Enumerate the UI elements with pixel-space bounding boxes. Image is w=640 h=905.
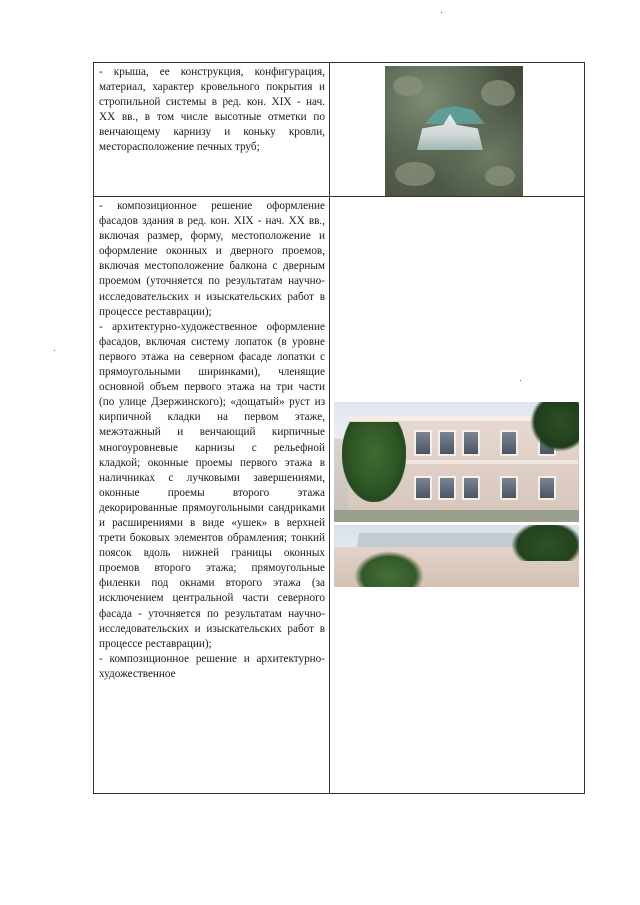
facade-photo-secondary [334,525,579,587]
facade-photo-main [334,402,579,522]
subject-protection-table [93,62,585,794]
text-cell-roof [94,63,330,197]
paragraph-composition: - композиционное решение оформление фасадов здания в ред. кон. XIX - нач. XX вв., включая размер, форму, местоположение и оформление оконных и дверного проемов, включая местоположение балкона с дверным проемом (уточняется по результатам научно-исследовательских и изыскательских работ в процессе реставрации); [99,200,325,318]
paragraph-roof: - крыша, ее конструкция, конфигурация, материал, характер кровельного покрытия и стропильной системы в ред. кон. XIX - нач. XX вв., в том числе высотные отметки по венчающему карнизу и коньку кровли, месторасположение печных труб; [99,66,325,154]
table-row [94,197,585,794]
scan-speck [441,12,442,13]
scan-speck [54,350,55,351]
image-cell-facades [330,197,585,794]
table-row [94,63,585,197]
paragraph-decoration: - архитектурно-художественное оформление фасадов, включая систему лопаток (в уровне первого этажа на северном фасаде лопатки с прямоугольными ширинками), членящие основной объем первого этажа на три части (по улице Дзержинского); «дощатый» руст из кирпичной кладки на первом этаже, межэтажный и венчающий кирпичные многоуровневые карнизы с рельефной кладкой; оконные проемы первого этажа в наличниках с лучковыми завершениями, оконные проемы второго этажа декорированные прямоугольными сандриками и расширениями в виде «ушек» в верхней трети боковых элементов обрамления; тонкий поясок вдоль нижней границы оконных проемов второго этажа; прямоугольные филенки под окнами второго этажа (за исключением центральной части северного фасада - уточняется по результатам научно-исследовательских и изыскательских работ в процессе реставрации); [99,320,325,650]
aerial-roof-photo [385,66,523,196]
paragraph-composition-continued: - композиционное решение и архитектурно-художественное [99,652,325,680]
text-cell-facades [94,197,330,794]
image-cell-roof [330,63,585,197]
